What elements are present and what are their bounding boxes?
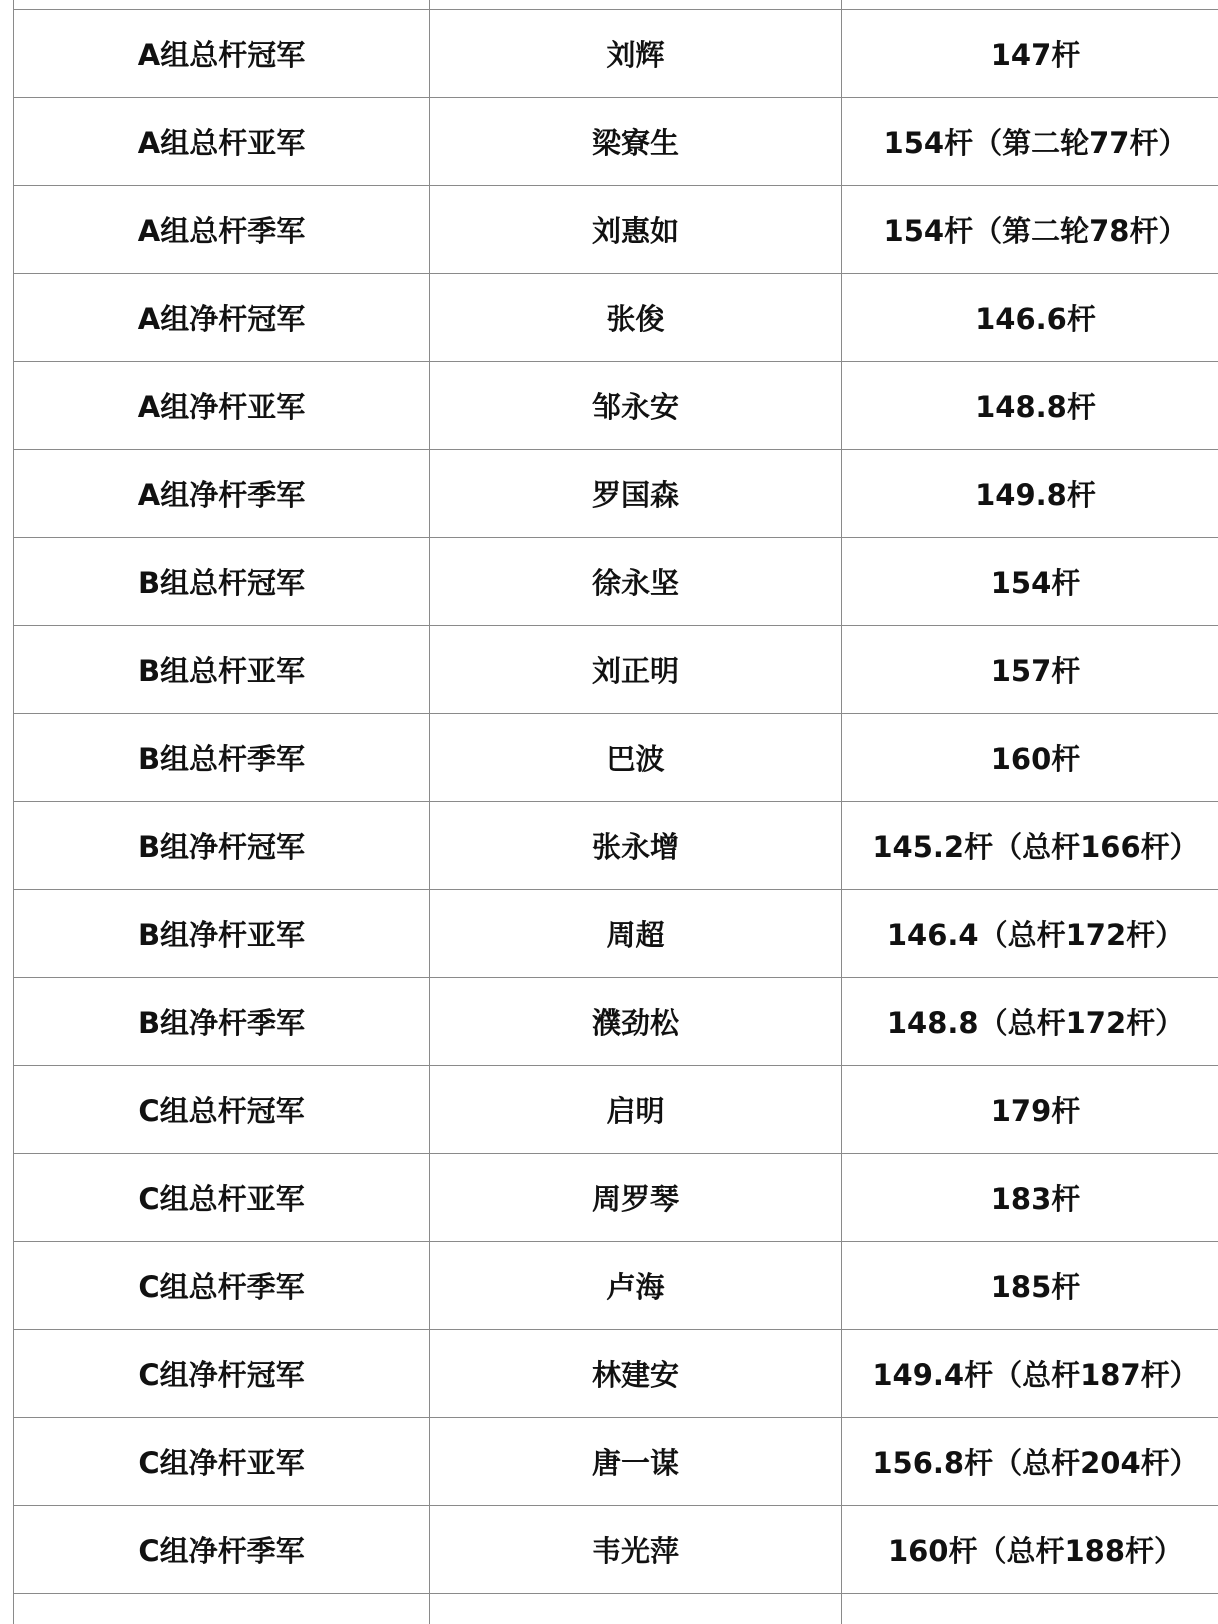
winner-name-cell: 刘辉: [430, 10, 842, 98]
award-cell: C组净杆亚军: [14, 1418, 430, 1506]
award-cell: A组净杆季军: [14, 450, 430, 538]
winner-name-cell: 张永增: [430, 802, 842, 890]
table-row: [14, 626, 1218, 714]
award-cell: B组总杆季军: [14, 714, 430, 802]
award-cell: C组总杆冠军: [14, 1066, 430, 1154]
score-cell: 160杆: [842, 714, 1218, 802]
score-cell: 148.8杆: [842, 362, 1218, 450]
winner-name-cell: 林建安: [430, 1330, 842, 1418]
table-row-partial-bottom: [14, 1594, 1218, 1624]
award-cell: B组总杆亚军: [14, 626, 430, 714]
table-row: [14, 1242, 1218, 1330]
score-cell: 149.4杆（总杆187杆）: [842, 1330, 1218, 1418]
table-row: [14, 98, 1218, 186]
table-row: [14, 10, 1218, 98]
score-cell: 146.4（总杆172杆）: [842, 890, 1218, 978]
score-cell: 146.6杆: [842, 274, 1218, 362]
award-cell: B组净杆季军: [14, 978, 430, 1066]
winner-name-cell: 巴波: [430, 714, 842, 802]
score-cell: 154杆: [842, 538, 1218, 626]
winner-name-cell: 罗国森: [430, 450, 842, 538]
winner-name-cell: 刘惠如: [430, 186, 842, 274]
table-row: [14, 1506, 1218, 1594]
award-cell: A组总杆亚军: [14, 98, 430, 186]
table-row: [14, 978, 1218, 1066]
score-cell: 156.8杆（总杆204杆）: [842, 1418, 1218, 1506]
winner-name-cell: 邹永安: [430, 362, 842, 450]
score-cell: 160杆（总杆188杆）: [842, 1506, 1218, 1594]
results-table-body: [14, 0, 1218, 1624]
table-row: [14, 186, 1218, 274]
award-cell: A组总杆冠军: [14, 10, 430, 98]
table-row: [14, 802, 1218, 890]
table-row: [14, 1418, 1218, 1506]
table-row: [14, 890, 1218, 978]
award-cell: A组净杆亚军: [14, 362, 430, 450]
award-cell: A组净杆冠军: [14, 274, 430, 362]
award-cell: B组净杆冠军: [14, 802, 430, 890]
winner-name-cell: 唐一谋: [430, 1418, 842, 1506]
award-cell: B组净杆亚军: [14, 890, 430, 978]
winner-name-cell: 刘正明: [430, 626, 842, 714]
table-row: [14, 538, 1218, 626]
score-cell: 154杆（第二轮77杆）: [842, 98, 1218, 186]
results-table: [13, 0, 1218, 1624]
score-cell: 145.2杆（总杆166杆）: [842, 802, 1218, 890]
winner-name-cell: 濮劲松: [430, 978, 842, 1066]
table-row: [14, 362, 1218, 450]
score-cell: 185杆: [842, 1242, 1218, 1330]
award-cell: C组净杆冠军: [14, 1330, 430, 1418]
score-cell: 179杆: [842, 1066, 1218, 1154]
table-row: [14, 274, 1218, 362]
table-row-partial-top: [14, 0, 1218, 10]
score-cell: 157杆: [842, 626, 1218, 714]
table-row: [14, 1154, 1218, 1242]
winner-name-cell: 周超: [430, 890, 842, 978]
winner-name-cell: 启明: [430, 1066, 842, 1154]
winner-name-cell: 周罗琴: [430, 1154, 842, 1242]
award-cell: A组总杆季军: [14, 186, 430, 274]
score-cell: 148.8（总杆172杆）: [842, 978, 1218, 1066]
award-cell: C组净杆季军: [14, 1506, 430, 1594]
table-row: [14, 1330, 1218, 1418]
award-cell: B组总杆冠军: [14, 538, 430, 626]
score-cell: 149.8杆: [842, 450, 1218, 538]
table-row: [14, 450, 1218, 538]
winner-name-cell: 韦光萍: [430, 1506, 842, 1594]
winner-name-cell: 徐永坚: [430, 538, 842, 626]
score-cell: 154杆（第二轮78杆）: [842, 186, 1218, 274]
table-row: [14, 714, 1218, 802]
award-cell: C组总杆亚军: [14, 1154, 430, 1242]
score-cell: 147杆: [842, 10, 1218, 98]
winner-name-cell: 梁寮生: [430, 98, 842, 186]
score-cell: 183杆: [842, 1154, 1218, 1242]
table-row: [14, 1066, 1218, 1154]
award-cell: C组总杆季军: [14, 1242, 430, 1330]
winner-name-cell: 卢海: [430, 1242, 842, 1330]
winner-name-cell: 张俊: [430, 274, 842, 362]
